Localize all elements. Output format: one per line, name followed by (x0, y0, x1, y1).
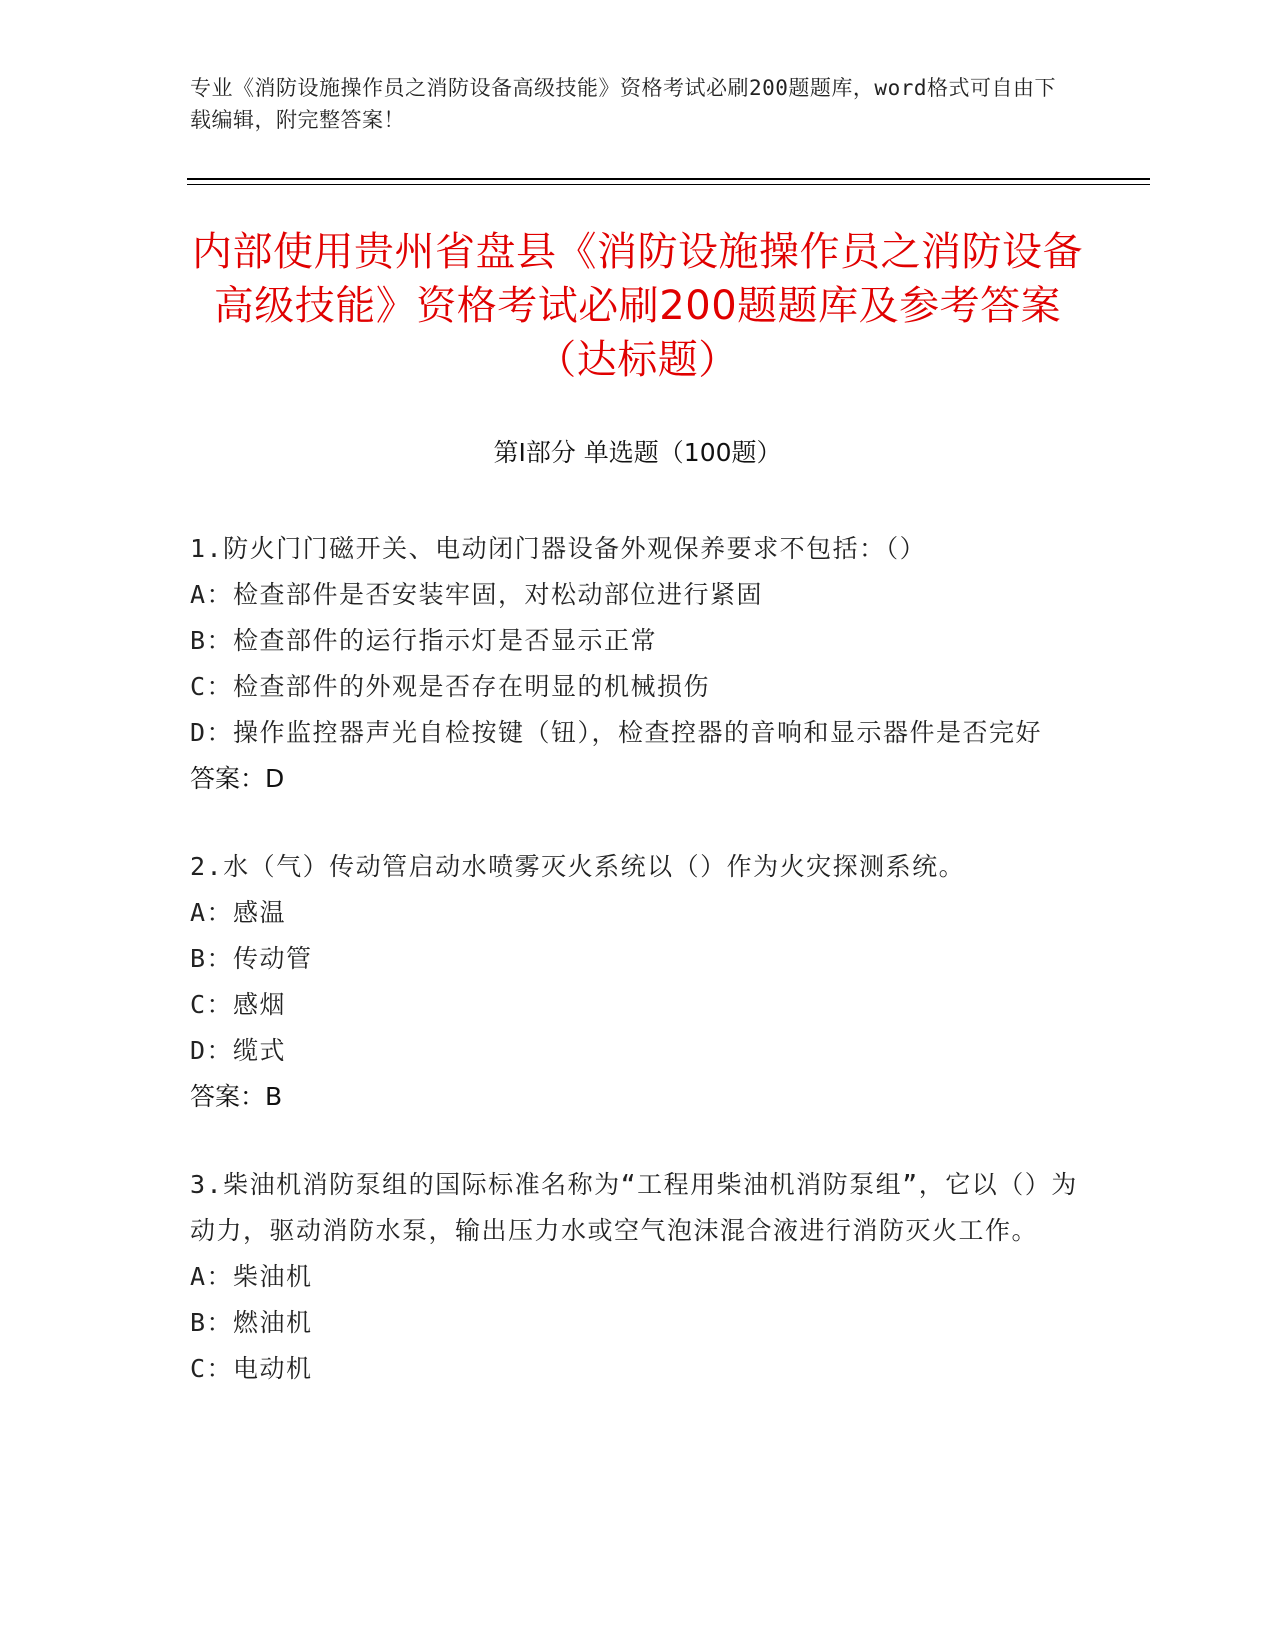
option-d: D：操作监控器声光自检按键（钮），检查控器的音响和显示器件是否完好 (190, 718, 1043, 747)
question-stem: 3.柴油机消防泵组的国际标准名称为“工程用柴油机消防泵组”，它以（）为动力，驱动消防水泵，输出压力水或空气泡沫混合液进行消防灭火工作。 (190, 1170, 1078, 1245)
answer: 答案：D (190, 764, 285, 793)
answer: 答案：B (190, 1082, 283, 1111)
option-b: B：传动管 (190, 944, 313, 973)
header-note: 专业《消防设施操作员之消防设备高级技能》资格考试必刷200题题库，word格式可自由下载编辑，附完整答案！ (190, 76, 1056, 132)
option-c: C：电动机 (190, 1354, 313, 1383)
option-b: B：检查部件的运行指示灯是否显示正常 (190, 626, 658, 655)
option-c: C：感烟 (190, 990, 287, 1019)
question-1 (190, 526, 1080, 802)
option-a: A：检查部件是否安装牢固，对松动部位进行紧固 (190, 580, 764, 609)
section-heading: 第Ⅰ部分 单选题（100题） (493, 438, 782, 467)
question-stem: 1.防火门门磁开关、电动闭门器设备外观保养要求不包括：（） (190, 534, 927, 563)
option-d: D：缆式 (190, 1036, 287, 1065)
question-3 (190, 1162, 1080, 1392)
header-rule-thin (187, 184, 1150, 185)
document-title: 内部使用贵州省盘县《消防设施操作员之消防设备高级技能》资格考试必刷200题题库及参考答案（达标题） (192, 229, 1083, 383)
header-rule-thick (187, 178, 1150, 180)
option-b: B：燃油机 (190, 1308, 313, 1337)
option-c: C：检查部件的外观是否存在明显的机械损伤 (190, 672, 711, 701)
question-list (190, 526, 1080, 1434)
option-a: A：感温 (190, 898, 287, 927)
question-2 (190, 844, 1080, 1120)
question-stem: 2.水（气）传动管启动水喷雾灭火系统以（）作为火灾探测系统。 (190, 852, 966, 881)
option-a: A：柴油机 (190, 1262, 313, 1291)
